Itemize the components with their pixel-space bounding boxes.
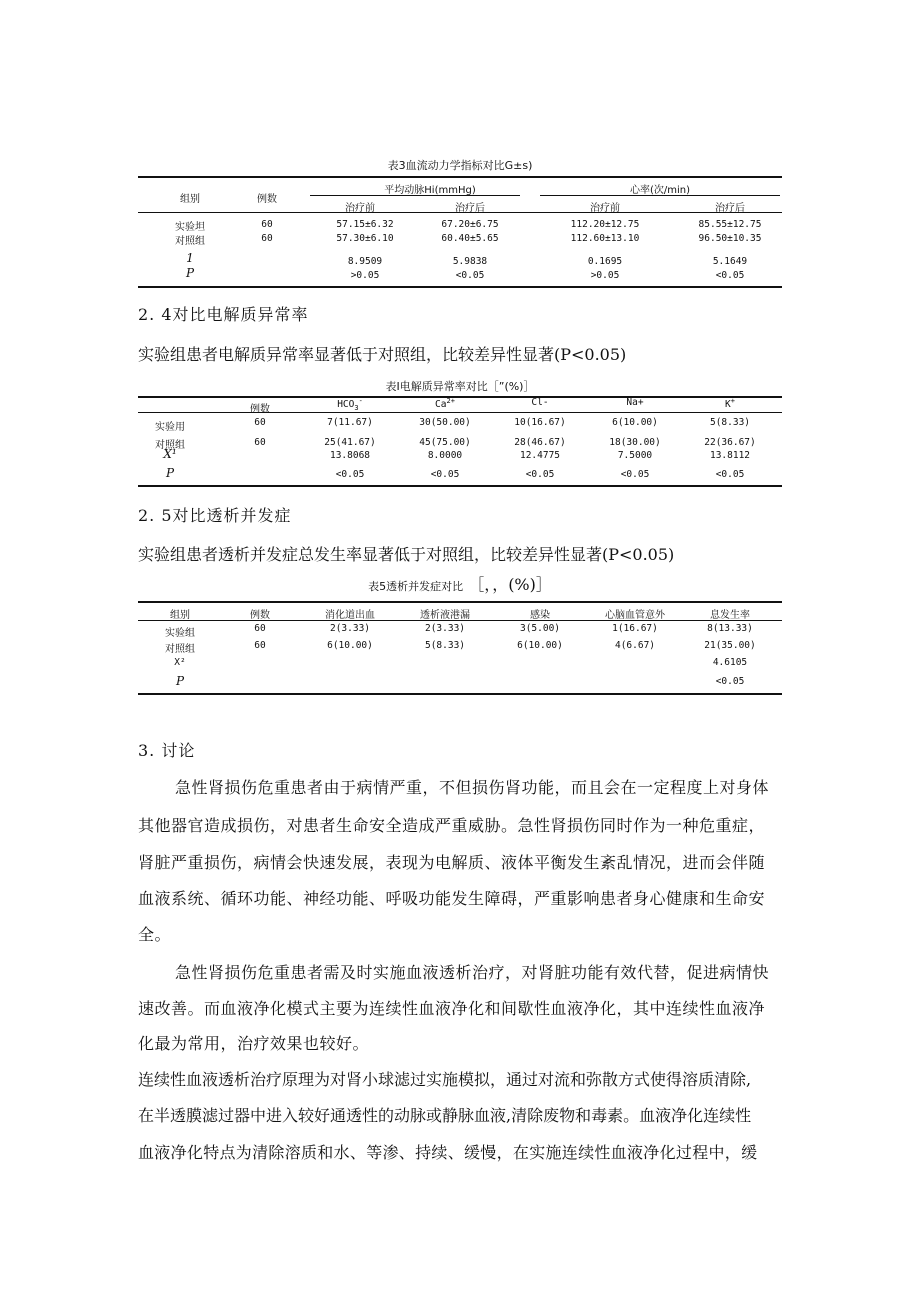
table4-cell: 7.5000 <box>617 450 653 461</box>
table3-cell: 60.40±5.65 <box>441 233 499 244</box>
table3-cell: 57.15±6.32 <box>336 219 394 230</box>
table3-header-n: 例数 <box>257 194 277 205</box>
table3-caption: 表3血流动力学指标对比G±s) <box>387 159 533 172</box>
table3-cell: 85.55±12.75 <box>698 219 762 230</box>
table5-header-col: 透析液港漏 <box>420 610 470 621</box>
table3-row-group: 实验坦 <box>175 222 205 233</box>
section-2-5-text: 实验组患者透析并发症总发生率显著低于对照组，比较差异性显著(P<0.05) <box>138 545 675 564</box>
table5-header-col: 消化道出血 <box>325 610 375 621</box>
table5-cell: 6(10.00) <box>327 640 373 651</box>
table3-row-group: 对照组 <box>175 236 205 247</box>
table4-caption: 表I电解质异常率对比［”(%)］ <box>385 380 535 393</box>
table4-cell: <0.05 <box>525 469 555 480</box>
table5-header-n: 例数 <box>250 610 270 621</box>
table4-cell: <0.05 <box>430 469 460 480</box>
table5-cell: 21(35.00) <box>704 640 756 651</box>
table5-header-rule <box>138 620 782 621</box>
discussion-line: 血液系统、循环功能、神经功能、呼吸功能发生障碍，严重影响患者身心健康和生命安 <box>138 889 766 908</box>
discussion-line: 化最为常用，治疗效果也较好。 <box>138 1034 370 1053</box>
table3-row-stat: 1 <box>186 251 194 265</box>
table4-cell: 10(16.67) <box>514 417 566 428</box>
table3-cell: 112.20±12.75 <box>570 219 640 230</box>
table5-cell: 1(16.67) <box>612 623 658 634</box>
table5-cell: 6(10.00) <box>517 640 563 651</box>
table3-cell: 96.50±10.35 <box>698 233 762 244</box>
table4-row-stat: P <box>165 466 175 480</box>
table4-cell: 45(75.00) <box>419 437 471 448</box>
table5-caption <box>0 572 920 595</box>
table4-cell: 60 <box>254 417 266 428</box>
table5-bottom-rule <box>138 693 782 695</box>
discussion-line: 速改善。而血液净化模式主要为连续性血液净化和间歇性血液净化，其中连续性血液净 <box>138 999 766 1018</box>
table5-caption-title: 表5透析并发症对比 <box>368 580 464 593</box>
table3-cell: 112.60±13.10 <box>570 233 640 244</box>
table5-header-col: 感染 <box>530 610 550 621</box>
table3-header-rule <box>138 212 782 213</box>
table5-cell: 4(6.67) <box>614 640 656 651</box>
discussion-line: 血液净化特点为清除溶质和水、等渗、持续、缓慢，在实施连续性血液净化过程中，缓 <box>138 1143 758 1162</box>
table5-cell: 2(3.33) <box>424 623 466 634</box>
table4-cell: 8.0000 <box>427 450 463 461</box>
table5-row-stat: X² <box>174 657 186 668</box>
table3-hr-underline <box>540 195 780 196</box>
table4-header-ca: $Ca^{2+}$ <box>435 397 455 411</box>
table4-cell: 13.8112 <box>709 450 751 461</box>
table4-header-n: 例数 <box>250 404 270 415</box>
table3-row-n: 60 <box>261 219 273 230</box>
table4-cell: 22(36.67) <box>704 437 756 448</box>
table5-cell: 4.6105 <box>712 657 748 668</box>
table4-header-k: K+ <box>725 397 735 411</box>
table3-cell: 57.30±6.10 <box>336 233 394 244</box>
table3-header-after-2: 治疗后 <box>715 203 745 214</box>
table4-cell: <0.05 <box>620 469 650 480</box>
discussion-line: 急性肾损伤危重患者由于病情严重，不但损伤肾功能，而且会在一定程度上对身体 <box>175 778 770 797</box>
table5-cell: 60 <box>254 640 266 651</box>
table4-bottom-rule <box>138 485 782 487</box>
table4-cell: 7(11.67) <box>327 417 373 428</box>
table3-cell: 5.1649 <box>712 256 748 267</box>
table5-row-group: 对照组 <box>165 644 195 655</box>
table3-top-rule <box>138 176 782 178</box>
table3-cell: <0.05 <box>715 270 745 281</box>
section-2-4-text: 实验组患者电解质异常率显著低于对照组，比较差异性显著(P<0.05) <box>138 345 627 364</box>
table4-cell: 30(50.00) <box>419 417 471 428</box>
table5-row-stat: P <box>175 674 185 688</box>
table5-header-col: 心脑血管意外 <box>605 610 665 621</box>
table3-row-n: 60 <box>261 233 273 244</box>
table4-cell: 60 <box>254 437 266 448</box>
table3-map-underline <box>310 195 520 196</box>
section-3-heading: 3. 讨论 <box>138 741 196 760</box>
table3-cell: >0.05 <box>350 270 380 281</box>
table5-cell: 2(3.33) <box>329 623 371 634</box>
table5-header-col: 息发生率 <box>710 610 750 621</box>
table3-bottom-rule <box>138 286 782 288</box>
table4-cell: 12.4775 <box>519 450 561 461</box>
table5-cell: 8(13.33) <box>707 623 753 634</box>
table4-row-group: 实验用 <box>155 422 185 433</box>
table4-cell: <0.05 <box>335 469 365 480</box>
table3-cell: >0.05 <box>590 270 620 281</box>
table4-cell: 13.8068 <box>329 450 371 461</box>
table5-row-group: 实验组 <box>165 628 195 639</box>
table3-header-before-2: 治疗前 <box>590 203 620 214</box>
table4-cell: <0.05 <box>715 469 745 480</box>
table3-header-after-1: 治疗后 <box>455 203 485 214</box>
table4-header-rule <box>138 412 782 413</box>
table3-header-hr: 心率(次/min) <box>629 185 691 196</box>
table3-cell: 5.9838 <box>452 256 488 267</box>
discussion-line: 在半透膜滤过器中进入较好通透性的动脉或静脉血液,清除废物和毒素。血液净化连续性 <box>138 1106 752 1125</box>
table3-header-group: 组别 <box>180 194 200 205</box>
table4-cell: 5(8.33) <box>709 417 751 428</box>
table4-cell: 28(46.67) <box>514 437 566 448</box>
discussion-line: 肾脏严重损伤，病情会快速发展，表现为电解质、液体平衡发生紊乱情况，进而会伴随 <box>138 853 766 872</box>
table4-cell: 25(41.67) <box>324 437 376 448</box>
discussion-line: 急性肾损伤危重患者需及时实施血液透析治疗，对肾脏功能有效代替，促进病情快 <box>175 963 770 982</box>
table4-row-group: 对照组 <box>155 440 185 451</box>
table4-cell: 18(30.00) <box>609 437 661 448</box>
discussion-line: 其他器官造成损伤，对患者生命安全造成严重威胁。急性肾损伤同时作为一种危重症， <box>138 816 766 835</box>
discussion-line: 全。 <box>138 925 172 944</box>
table5-top-rule <box>138 601 782 603</box>
table4-cell: 6(10.00) <box>612 417 658 428</box>
table4-header-hco3: $HCO_3^-$ <box>337 397 363 413</box>
section-2-5-heading: 2. 5对比透析并发症 <box>138 506 292 525</box>
section-2-4-heading: 2. 4对比电解质异常率 <box>138 305 309 324</box>
table4-header-cl: Cl- <box>531 397 549 408</box>
table4-row-stat: X¹ <box>163 447 177 461</box>
table3-cell: 0.1695 <box>587 256 623 267</box>
table5-cell: 60 <box>254 623 266 634</box>
table3-cell: 67.20±6.75 <box>441 219 499 230</box>
table5-caption-unit: ［，，(%)］ <box>468 575 552 594</box>
table3-header-before-1: 治疗前 <box>345 203 375 214</box>
table3-row-stat: P <box>185 266 195 280</box>
table3-cell: 8.9509 <box>347 256 383 267</box>
table5-cell: <0.05 <box>715 676 745 687</box>
discussion-line: 连续性血液透析治疗原理为对肾小球滤过实施模拟，通过对流和弥散方式使得溶质清除, <box>138 1070 752 1089</box>
table5-cell: 3(5.00) <box>519 623 561 634</box>
table5-header-group: 组别 <box>170 610 190 621</box>
table3-header-map: 平均动脉Hi(mmHg) <box>384 185 476 196</box>
table3-cell: <0.05 <box>455 270 485 281</box>
table4-header-na: Na+ <box>626 397 644 408</box>
table5-cell: 5(8.33) <box>424 640 466 651</box>
